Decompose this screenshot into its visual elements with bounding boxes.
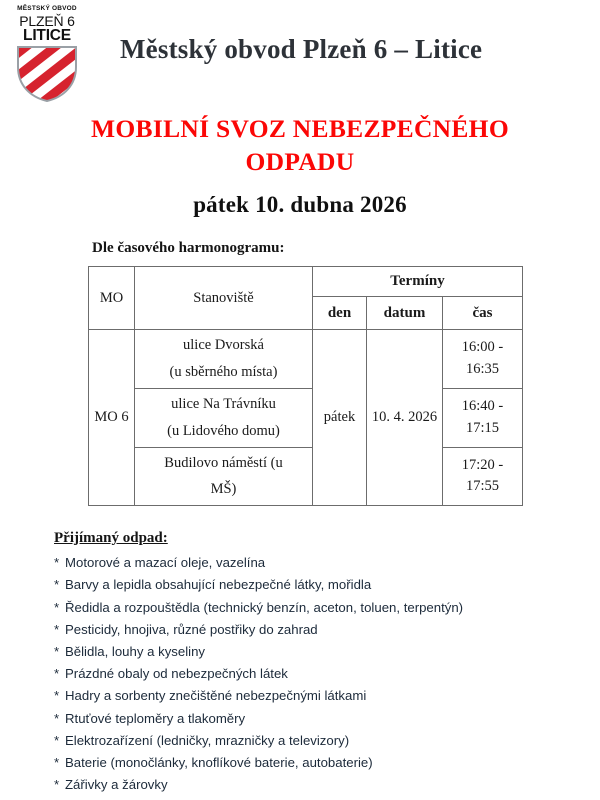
logo-line-district: MĚSTSKÝ OBVOD [17,5,77,12]
list-item-label: Elektrozařízení (ledničky, mrazničky a televizory) [65,732,350,748]
list-item-label: Rtuťové teploměry a tlakoměry [65,710,246,726]
place-line-1: Budilovo náměstí (u [164,454,283,471]
bullet-asterisk-icon: * [54,621,60,637]
list-item [54,712,600,725]
event-date: pátek 10. dubna 2026 [193,192,407,218]
cell-place-2 [135,388,313,447]
list-item [54,578,600,591]
header-cell-terminy: Termíny [313,267,523,297]
bullet-asterisk-icon: * [54,777,60,793]
bullet-asterisk-icon: * [54,710,60,726]
cell-time-2: 16:40 - 17:15 [443,388,523,447]
cell-place-1 [135,330,313,389]
list-item [54,623,600,636]
accepted-waste-list [54,556,600,791]
accepted-waste-title: Přijímaný odpad: [54,530,168,547]
logo-text-block [8,6,86,43]
header-cell-cas: čas [443,297,523,330]
cell-mo-value: MO 6 [89,330,135,506]
list-item-label: Prázdné obaly od nebezpečných látek [65,666,288,682]
place-line-2: MŠ) [210,481,237,498]
list-item-label: Pesticidy, hnojiva, různé postřiky do zahrad [65,621,318,637]
document-header [0,0,600,105]
table-row [89,388,523,447]
list-item-label: Bělidla, louhy a kyseliny [65,643,206,659]
table-header-row-1 [89,267,523,297]
list-item [54,756,600,769]
bullet-asterisk-icon: * [54,577,60,593]
list-item-label: Hadry a sorbenty znečištěné nebezpečnými látkami [65,688,367,704]
table-row [89,330,523,389]
bullet-asterisk-icon: * [54,688,60,704]
header-cell-den: den [313,297,367,330]
coat-of-arms-shield-icon [16,45,78,103]
list-item [54,556,600,569]
schedule-label: Dle časového harmonogramu: [92,240,285,257]
shield-wrapper [8,45,86,103]
cell-place-3 [135,447,313,506]
list-item-label: Motorové a mazací oleje, vazelína [65,555,266,571]
page-title: Městský obvod Plzeň 6 – Litice [120,34,483,64]
bullet-asterisk-icon: * [54,555,60,571]
list-item [54,778,600,791]
place-line-1: ulice Dvorská [183,337,264,354]
list-item-label: Baterie (monočlánky, knoflíkové baterie, autobaterie) [65,754,373,770]
header-cell-datum: datum [367,297,443,330]
bullet-asterisk-icon: * [54,732,60,748]
schedule-table [88,266,523,506]
table-row [89,447,523,506]
list-item-label: Barvy a lepidla obsahující nebezpečné látky, mořidla [65,577,372,593]
bullet-asterisk-icon: * [54,666,60,682]
bullet-asterisk-icon: * [54,643,60,659]
list-item [54,667,600,680]
table-body [89,330,523,506]
cell-time-1: 16:00 - 16:35 [443,330,523,389]
cell-day-value: pátek [313,330,367,506]
place-line-2: (u sběrného místa) [169,364,278,381]
bullet-asterisk-icon: * [54,599,60,615]
logo-line-name: LITICE [23,26,71,44]
main-headline: MOBILNÍ SVOZ NEBEZPEČNÉHO ODPADU [91,114,509,176]
municipality-logo [8,6,86,102]
place-line-1: ulice Na Trávníku [171,395,276,412]
list-item [54,689,600,702]
list-item [54,734,600,747]
logo-line-city: PLZEŇ 6 [19,12,75,29]
list-item [54,645,600,658]
header-cell-mo: MO [89,267,135,330]
bullet-asterisk-icon: * [54,754,60,770]
table-header [89,267,523,330]
place-line-2: (u Lidového domu) [167,422,280,439]
list-item-label: Ředidla a rozpouštědla (technický benzín, aceton, toluen, terpentýn) [65,599,464,615]
list-item [54,601,600,614]
header-cell-stanoviste: Stanoviště [135,267,313,330]
cell-date-value: 10. 4. 2026 [367,330,443,506]
list-item-label: Zářivky a žárovky [65,777,168,793]
cell-time-3: 17:20 - 17:55 [443,447,523,506]
